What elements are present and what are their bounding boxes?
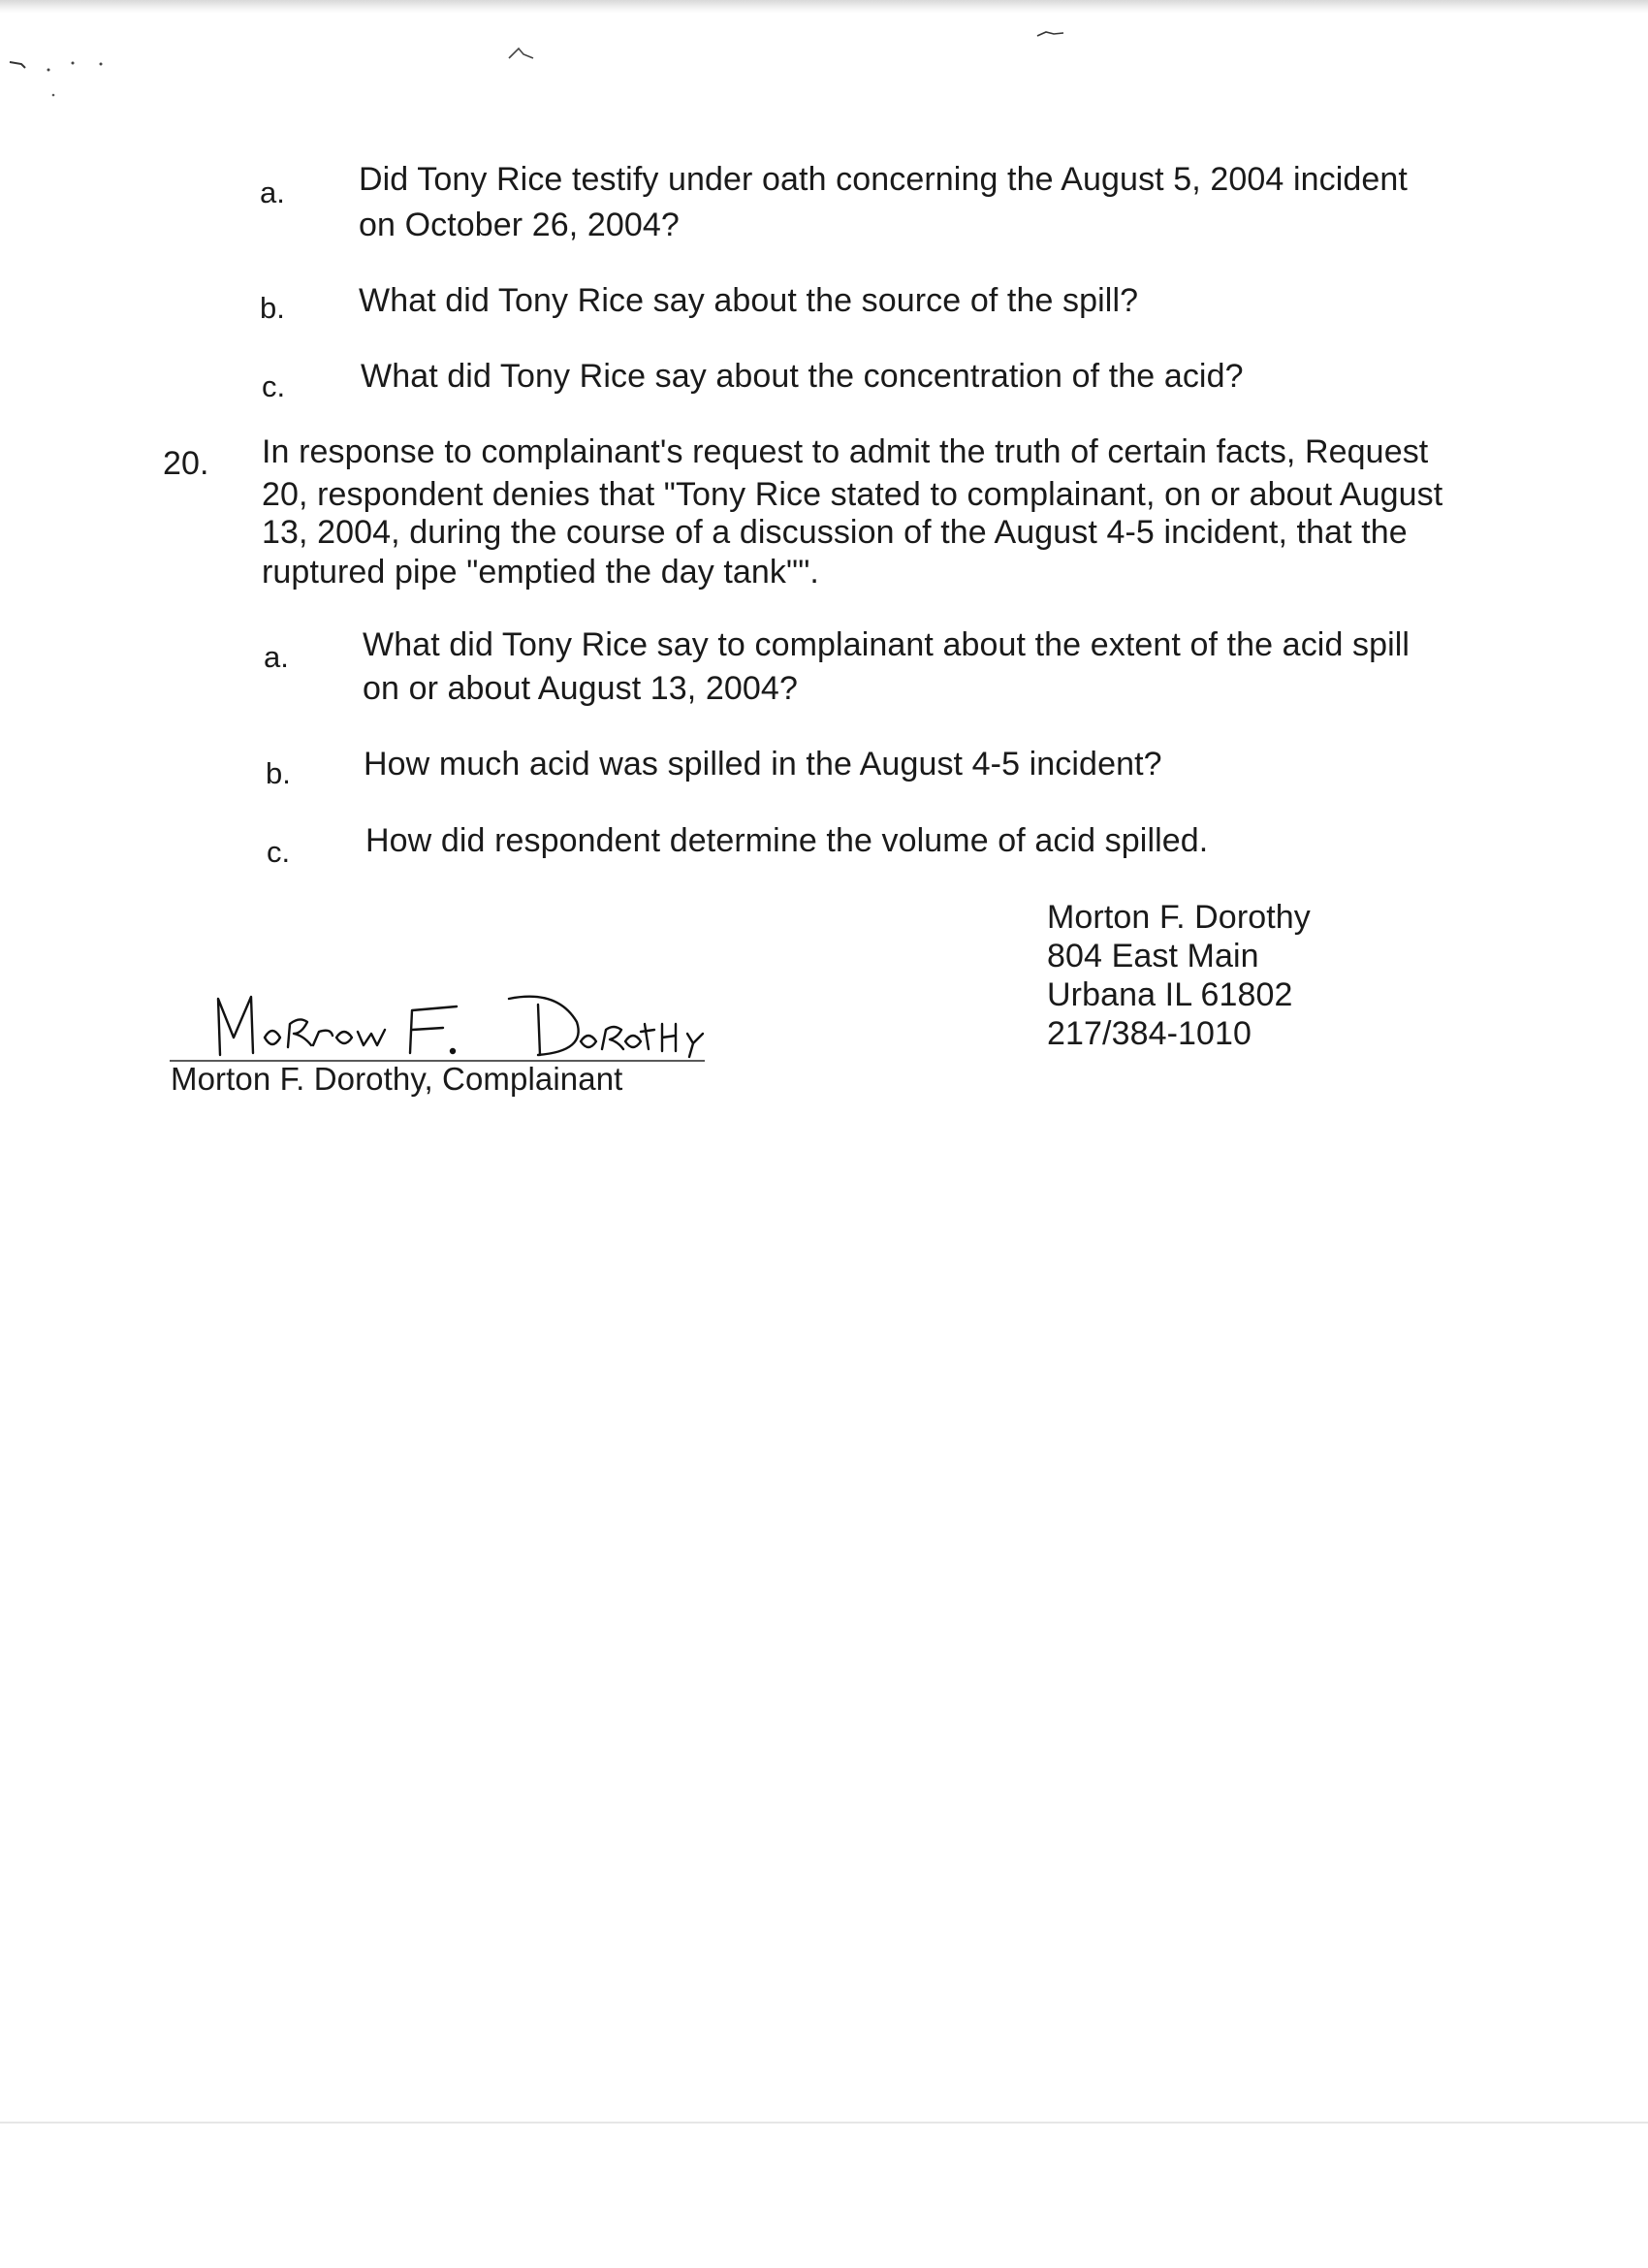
scan-speck-caret bbox=[504, 39, 553, 68]
address-street: 804 East Main bbox=[1047, 938, 1259, 974]
subquestion-20b-line-1: How much acid was spilled in the August 4-5 incident? bbox=[364, 746, 1162, 783]
handwritten-signature bbox=[170, 977, 751, 1065]
subquestion-19a-line-1: Did Tony Rice testify under oath concerning the August 5, 2004 incident bbox=[359, 161, 1408, 198]
item-20-line-1: In response to complainant's request to admit the truth of certain facts, Request bbox=[262, 433, 1429, 470]
subquestion-20a-letter: a. bbox=[264, 640, 289, 674]
scan-speck-caret-2 bbox=[1032, 24, 1081, 48]
subquestion-19a-line-2: on October 26, 2004? bbox=[359, 207, 680, 243]
scan-top-shadow bbox=[0, 0, 1648, 14]
subquestion-20c-line-1: How did respondent determine the volume of acid spilled. bbox=[365, 822, 1209, 859]
item-20-number: 20. bbox=[163, 445, 209, 482]
subquestion-20a-line-1: What did Tony Rice say to complainant about the extent of the acid spill bbox=[363, 626, 1410, 663]
subquestion-19b-line-1: What did Tony Rice say about the source of the spill? bbox=[359, 282, 1139, 319]
subquestion-20b-letter: b. bbox=[266, 756, 291, 790]
address-phone: 217/384-1010 bbox=[1047, 1015, 1252, 1052]
scan-speck-marks bbox=[0, 39, 126, 107]
address-city-state-zip: Urbana IL 61802 bbox=[1047, 976, 1293, 1013]
signature-caption: Morton F. Dorothy, Complainant bbox=[171, 1061, 623, 1097]
subquestion-19c-letter: c. bbox=[262, 369, 286, 403]
subquestion-19c-line-1: What did Tony Rice say about the concentration of the acid? bbox=[361, 358, 1244, 395]
subquestion-20c-letter: c. bbox=[267, 835, 291, 869]
item-20-line-3: 13, 2004, during the course of a discussion of the August 4-5 incident, that the bbox=[262, 514, 1408, 551]
subquestion-19b-letter: b. bbox=[260, 291, 285, 325]
item-20-line-2: 20, respondent denies that "Tony Rice stated to complainant, on or about August bbox=[262, 476, 1443, 513]
subquestion-19a-letter: a. bbox=[260, 176, 285, 209]
item-20-line-4: ruptured pipe "emptied the day tank"". bbox=[262, 554, 819, 591]
subquestion-20a-line-2: on or about August 13, 2004? bbox=[363, 670, 798, 707]
scan-bottom-edge bbox=[0, 2122, 1648, 2124]
address-name: Morton F. Dorothy bbox=[1047, 899, 1311, 936]
